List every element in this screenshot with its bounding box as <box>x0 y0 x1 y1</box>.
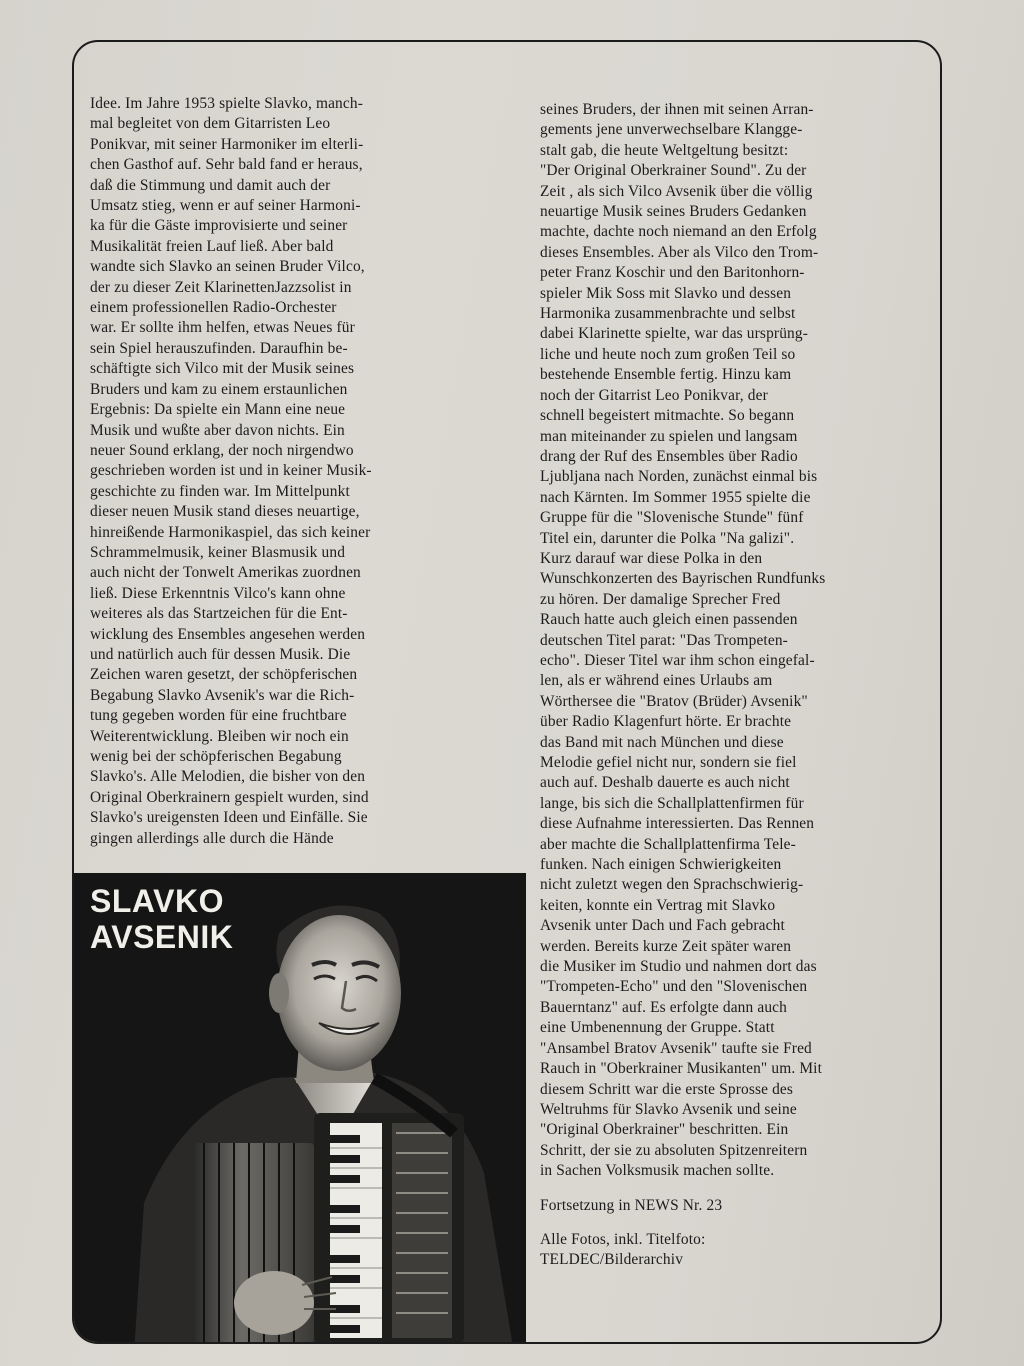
photo-title: SLAVKO AVSENIK <box>90 883 234 955</box>
continuation-note: Fortsetzung in NEWS Nr. 23 <box>540 1196 723 1214</box>
left-text-column <box>90 94 482 872</box>
article-frame <box>72 40 942 1344</box>
photo-credit: Alle Fotos, inkl. Titelfoto: TELDEC/Bilderarchiv <box>540 1230 706 1269</box>
photo-panel <box>74 873 526 1344</box>
right-column-paragraph: seines Bruders, der ihnen mit seinen Arran- gements jene unverwechselbare Klangge- stalt gab, die heute Weltgeltung besitzt: "Der Original Oberkrainer Sound". Zu der Zeit , als sich Vilco Avsenik über die völlig neuartige Musik seines Bruders Gedanken machte, dachte noch niemand an den Erfolg dieses Ensembles. Aber als Vilco den Trom- peter Franz Koschir und den Baritonhorn- spieler Mik Soss mit Slavko und dessen Harmonika zusammenbrachte und selbst dabei Klarinette spielte, war das ursprüng- liche und heute noch zum großen Teil so bestehende Ensemble fertig. Hinzu kam noch der Gitarrist Leo Ponikvar, der schnell begeistert mitmachte. So begann man miteinander zu spielen und langsam drang der Ruf des Ensembles über Radio Ljubljana nach Norden, zunächst einmal bis nach Kärnten. Im Sommer 1955 spielte die Gruppe für die "Slovenische Stunde" fünf Titel ein, darunter die Polka "Na galizi". Kurz darauf war diese Polka in den Wunschkonzerten des Bayrischen Rundfunks zu hören. Der damalige Sprecher Fred Rauch hatte auch gleich einen passenden deutschen Titel parat: "Das Trompeten- echo". Dieser Titel war ihm schon eingefal- len, als er während eines Urlaubs am Wörthersee die "Bratov (Brüder) Avsenik" über Radio Klagenfurt hörte. Er brachte das Band mit nach München und diese Melodie gefiel nicht nur, sondern sie fiel auch auf. Deshalb dauerte es auch nicht lange, bis sich die Schallplattenfirmen für diese Aufnahme interessierten. Das Rennen aber machte die Schallplattenfirma Tele- funken. Nach einigen Schwierigkeiten nicht zuletzt wegen den Sprachschwierig- keiten, konnte ein Vertrag mit Slavko Avsenik unter Dach und Fach gebracht werden. Bereits kurze Zeit später waren die Musiker im Studio und nahmen dort das "Trompeten-Echo" und den "Slovenischen Bauerntanz" auf. Es erfolgte dann auch eine Umbenennung der Gruppe. Statt "Ansambel Bratov Avsenik" taufte sie Fred Rauch in "Oberkrainer Musikanten" um. Mit diesem Schritt war die erste Sprosse des Weltruhms für Slavko Avsenik und seine "Original Oberkrainer" beschritten. Ein Schritt, der sie zu absoluten Spitzenreitern in Sachen Volksmusik machen sollte. <box>540 101 826 1180</box>
left-column-paragraph: Idee. Im Jahre 1953 spielte Slavko, manch- mal begleitet von dem Gitarristen Leo Ponikvar, mit seiner Harmoniker im elterli- chen Gasthof auf. Sehr bald fand er heraus, daß die Stimmung und damit auch der Umsatz stieg, wenn er auf seiner Harmoni- ka für die Gäste improvisierte und seiner Musikalität freien Lauf ließ. Aber bald wandte sich Slavko an seinen Bruder Vilco, der zu dieser Zeit KlarinettenJazzsolist in einem professionellen Radio-Orchester war. Er sollte ihm helfen, etwas Neues für sein Spiel herauszufinden. Daraufhin be- schäftigte sich Vilco mit der Musik seines Bruders und kam zu einem erstaunlichen Ergebnis: Da spielte ein Mann eine neue Musik und wußte aber davon nichts. Ein neuer Sound erklang, der noch nirgendwo geschrieben worden ist und in keiner Musik- geschichte zu finden war. Im Mittelpunkt dieser neuen Musik stand dieses neuartige, hinreißende Harmonikaspiel, das sich keiner Schrammelmusik, keiner Blasmusik und auch nicht der Tonwelt Amerikas zuordnen ließ. Diese Erkenntnis Vilco's kann ohne weiteres als das Startzeichen für die Ent- wicklung des Ensembles angesehen werden und natürlich auch für dessen Musik. Die Zeichen waren gesetzt, der schöpferischen Begabung Slavko Avsenik's war die Rich- tung gegeben worden für eine fruchtbare Weiterentwicklung. Bleiben wir noch ein wenig bei der schöpferischen Begabung Slavko's. Alle Melodien, die bisher von den Original Oberkrainern gespielt wurden, sind Slavko's ureigensten Ideen und Einfälle. Sie gingen allerdings alle durch die Hände <box>90 95 372 847</box>
right-text-column <box>540 100 928 1285</box>
